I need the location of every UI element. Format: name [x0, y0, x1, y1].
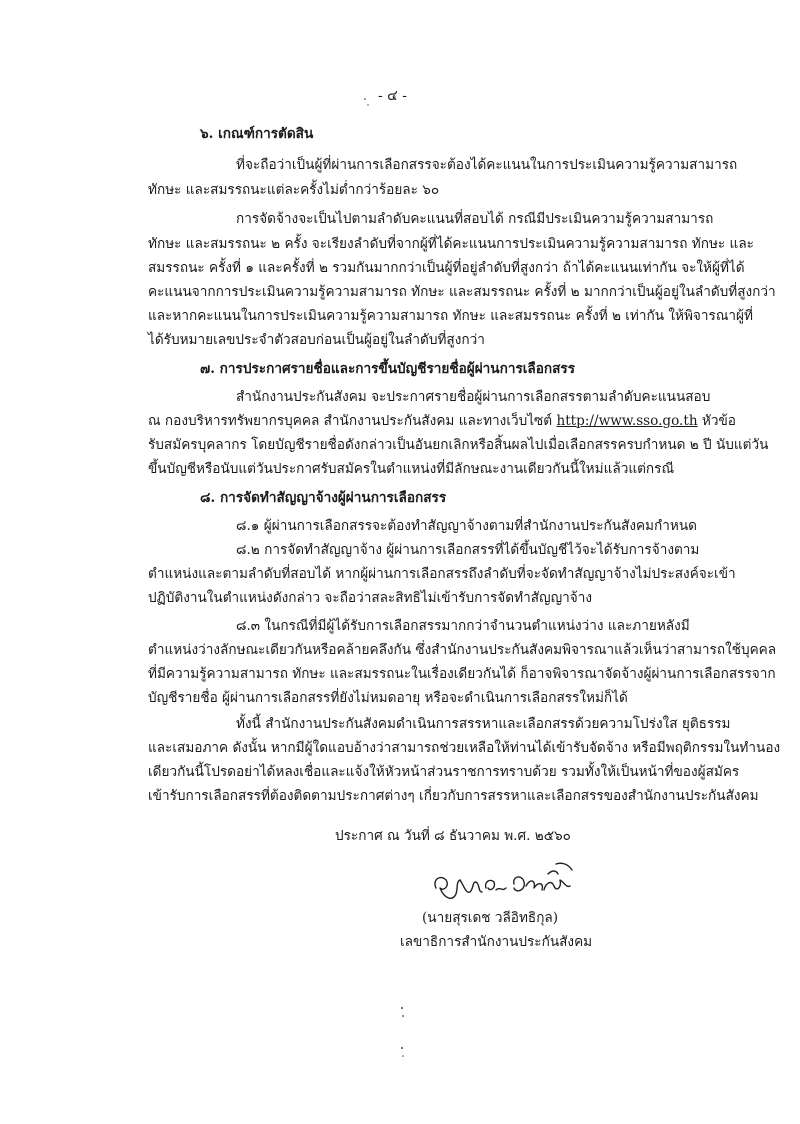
- section6-line: สมรรถนะ ครั้งที่ ๑ และครั้งที่ ๒ รวมกันมากกว่าเป็นผู้ที่อยู่ลำดับที่สูงกว่า ถ้าได้คะแนนเท่ากัน จะให้ผู้ที่ได้: [148, 260, 745, 276]
- section7-heading: ๗. การประกาศรายชื่อและการขึ้นบัญชีรายชื่อผู้ผ่านการเลือกสรร: [200, 361, 576, 377]
- section7-line: [148, 411, 736, 431]
- closing-line: และเสมอภาค ดังนั้น หากมีผู้ใดแอบอ้างว่าสามารถช่วยเหลือให้ท่านได้เข้ารับจัดจ้าง หรือมีพฤติกรรมในทำนอง: [148, 740, 781, 756]
- section8-line: ตำแหน่งและตามลำดับที่สอบได้ หากผู้ผ่านการเลือกสรรถึงลำดับที่จะจัดทำสัญญาจ้างไม่ประสงค์จะเข้า: [148, 566, 736, 582]
- signatory-title: เลขาธิการสำนักงานประกันสังคม: [400, 934, 593, 950]
- announcement-date: ประกาศ ณ วันที่ ๘ ธันวาคม พ.ศ. ๒๕๖๐: [335, 828, 571, 844]
- section8-line: ๘.๒ การจัดทำสัญญาจ้าง ผู้ผ่านการเลือกสรรที่ได้ขึ้นบัญชีไว้จะได้รับการจ้างตาม: [236, 542, 700, 558]
- section7-line: ขึ้นบัญชีหรือนับแต่วันประกาศรับสมัครในตำแหน่งที่มีลักษณะงานเดียวกันนี้ใหม่แล้วแต่กรณี: [148, 461, 675, 477]
- section8-line: บัญชีรายชื่อ ผู้ผ่านการเลือกสรรที่ยังไม่หมดอายุ หรือจะดำเนินการเลือกสรรใหม่ก็ได้: [148, 690, 628, 706]
- closing-line: ทั้งนี้ สำนักงานประกันสังคมดำเนินการสรรหาและเลือกสรรด้วยความโปร่งใส ยุติธรรม: [236, 716, 731, 732]
- section7-line: รับสมัครบุคลากร โดยบัญชีรายชื่อดังกล่าวเป็นอันยกเลิกหรือสิ้นผลไปเมื่อเลือกสรรครบกำหนด ๒ ปี นับแต่วัน: [148, 437, 769, 453]
- website-link[interactable]: http://www.sso.go.th: [556, 413, 698, 429]
- page-number: - ๔ -: [378, 88, 407, 104]
- section7-line2-tail: หัวข้อ: [701, 413, 736, 429]
- section8-line: ๘.๓ ในกรณีที่มีผู้ได้รับการเลือกสรรมากกว่าจำนวนตำแหน่งว่าง และภายหลังมี: [236, 618, 690, 634]
- scan-speck: [398, 1004, 408, 1068]
- section8-line: ปฏิบัติงานในตำแหน่งดังกล่าว จะถือว่าสละสิทธิไม่เข้ารับการจัดทำสัญญาจ้าง: [148, 590, 593, 606]
- section6-line: ทักษะ และสมรรถนะแต่ละครั้งไม่ต่ำกว่าร้อยละ ๖๐: [148, 182, 440, 198]
- section7-line2-text: ณ กองบริหารทรัพยากรบุคคล สำนักงานประกันสังคม และทางเว็บไซต์: [148, 413, 553, 429]
- section8-line: ตำแหน่งว่างลักษณะเดียวกันหรือคล้ายคลึงกัน ซึ่งสำนักงานประกันสังคมพิจารณาแล้วเห็นว่าสามารถใช้บุคคล: [148, 642, 777, 658]
- scan-speck: [362, 94, 372, 113]
- section6-line: ได้รับหมายเลขประจำตัวสอบก่อนเป็นผู้อยู่ในลำดับที่สูงกว่า: [148, 332, 485, 348]
- closing-line: เดียวกันนี้โปรดอย่าได้หลงเชื่อและแจ้งให้หัวหน้าส่วนราชการทราบด้วย รวมทั้งให้เป็นหน้าที่ของผู้สมัคร: [148, 764, 740, 780]
- section6-heading: ๖. เกณฑ์การตัดสิน: [200, 126, 314, 142]
- section6-line: ทักษะ และสมรรถนะ ๒ ครั้ง จะเรียงลำดับที่จากผู้ที่ได้คะแนนการประเมินความรู้ความสามารถ ทักษะ และ: [148, 236, 754, 252]
- section6-line: คะแนนจากการประเมินความรู้ความสามารถ ทักษะ และสมรรถนะ ครั้งที่ ๒ มากกว่าเป็นผู้อยู่ในลำดับที่สูงกว่า: [148, 284, 776, 300]
- section6-line: และหากคะแนนในการประเมินความรู้ความสามารถ ทักษะ และสมรรถนะ ครั้งที่ ๒ เท่ากัน ให้พิจารณาผู้ที่: [148, 308, 753, 324]
- section6-line: ที่จะถือว่าเป็นผู้ที่ผ่านการเลือกสรรจะต้องได้คะแนนในการประเมินความรู้ความสามารถ: [236, 157, 738, 173]
- section8-heading: ๘. การจัดทำสัญญาจ้างผู้ผ่านการเลือกสรร: [200, 490, 447, 506]
- closing-line: เข้ารับการเลือกสรรที่ต้องติดตามประกาศต่างๆ เกี่ยวกับการสรรหาและเลือกสรรของสำนักงานประกันสังคม: [148, 788, 759, 804]
- signatory-name: (นายสุรเดช วลีอิทธิกุล): [422, 910, 559, 926]
- section7-line: สำนักงานประกันสังคม จะประกาศรายชื่อผู้ผ่านการเลือกสรรตามลำดับคะแนนสอบ: [236, 389, 711, 405]
- section8-line: ๘.๑ ผู้ผ่านการเลือกสรรจะต้องทำสัญญาจ้างตามที่สำนักงานประกันสังคมกำหนด: [236, 518, 697, 534]
- section8-line: ที่มีความรู้ความสามารถ ทักษะ และสมรรถนะในเรื่องเดียวกันได้ ก็อาจพิจารณาจัดจ้างผู้ผ่านการเลือกสรรจาก: [148, 666, 776, 682]
- section6-line: การจัดจ้างจะเป็นไปตามลำดับคะแนนที่สอบได้ กรณีมีประเมินความรู้ความสามารถ: [236, 211, 714, 227]
